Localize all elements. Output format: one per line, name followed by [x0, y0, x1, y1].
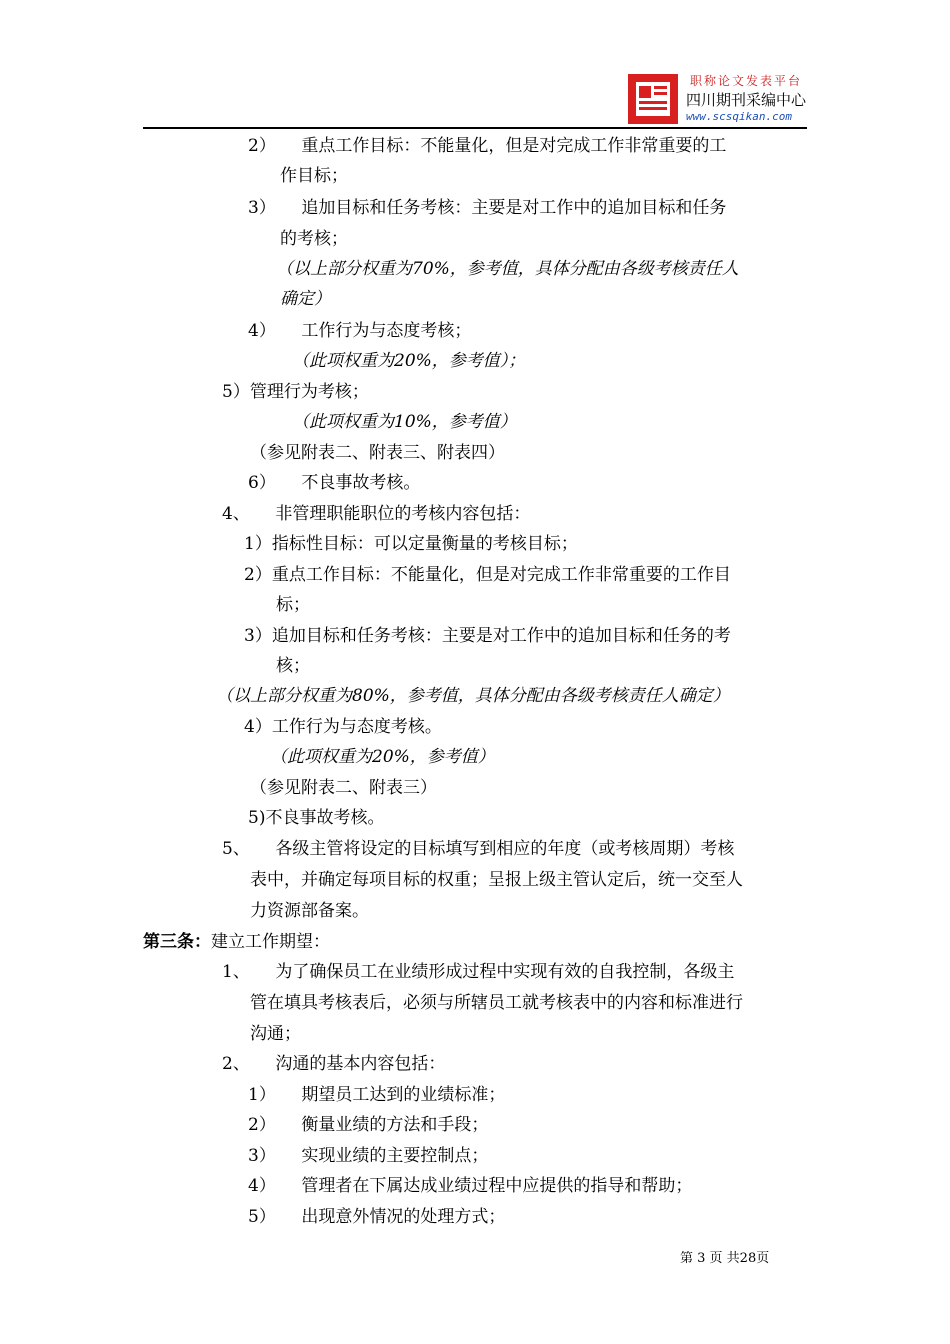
- text-line: 2）重点工作目标：不能量化，但是对完成工作非常重要的工作目: [244, 565, 731, 585]
- text-line: 4、 非管理职能职位的考核内容包括：: [222, 504, 531, 524]
- text-line: 2） 重点工作目标：不能量化，但是对完成工作非常重要的工: [248, 136, 727, 156]
- text-line: 3） 追加目标和任务考核：主要是对工作中的追加目标和任务: [248, 198, 727, 218]
- text-line: （此项权重为10%，参考值）: [292, 412, 517, 432]
- text-line: （以上部分权重为80%，参考值，具体分配由各级考核责任人确定）: [216, 686, 730, 706]
- text-line: 沟通；: [250, 1024, 301, 1044]
- text-line: 的考核；: [280, 229, 348, 249]
- text-line: 核；: [276, 656, 310, 676]
- page-number: 第 3 页 共28页: [680, 1251, 770, 1266]
- text-line: 管在填具考核表后，必须与所辖员工就考核表中的内容和标准进行: [250, 993, 743, 1013]
- text-line: 标；: [276, 595, 310, 615]
- text-line: 1） 期望员工达到的业绩标准；: [248, 1085, 506, 1105]
- text-line: 5、 各级主管将设定的目标填写到相应的年度（或考核周期）考核: [222, 839, 735, 859]
- logo-url[interactable]: www.scsqikan.com: [686, 110, 792, 123]
- text-line: （参见附表二、附表三、附表四）: [250, 443, 505, 463]
- text-line: 5)不良事故考核。: [248, 808, 385, 828]
- article-heading: [143, 932, 330, 952]
- text-line: （参见附表二、附表三）: [250, 778, 437, 798]
- logo-name: 四川期刊采编中心: [686, 91, 807, 109]
- text-line: 1）指标性目标：可以定量衡量的考核目标；: [244, 534, 578, 554]
- text-line: 2） 衡量业绩的方法和手段；: [248, 1115, 489, 1135]
- text-line: （此项权重为20%，参考值）；: [292, 351, 526, 371]
- text-line: 1、 为了确保员工在业绩形成过程中实现有效的自我控制，各级主: [222, 962, 735, 982]
- logo-slogan: 职称论文发表平台: [690, 74, 803, 88]
- newspaper-icon: [628, 74, 678, 124]
- text-line: 3）追加目标和任务考核：主要是对工作中的追加目标和任务的考: [244, 626, 731, 646]
- text-line: 2、 沟通的基本内容包括：: [222, 1054, 446, 1074]
- text-line: 表中，并确定每项目标的权重；呈报上级主管认定后，统一交至人: [250, 870, 743, 890]
- text-line: 力资源部备案。: [250, 901, 369, 921]
- text-line: （以上部分权重为70%，参考值，具体分配由各级考核责任人: [276, 259, 739, 279]
- header-divider: [143, 127, 807, 129]
- text-line: 确定）: [280, 289, 331, 309]
- article-label: 第三条：: [143, 932, 211, 952]
- text-line: 3） 实现业绩的主要控制点；: [248, 1146, 489, 1166]
- text-line: （此项权重为20%，参考值）: [270, 747, 495, 767]
- text-line: 4） 管理者在下属达成业绩过程中应提供的指导和帮助；: [248, 1176, 693, 1196]
- text-line: 5）管理行为考核；: [222, 382, 369, 402]
- text-line: 4） 工作行为与态度考核；: [248, 321, 472, 341]
- text-line: 5） 出现意外情况的处理方式；: [248, 1207, 506, 1227]
- text-line: 6） 不良事故考核。: [248, 473, 421, 493]
- text-line: 4）工作行为与态度考核。: [244, 717, 442, 737]
- text-line: 作目标；: [280, 166, 348, 186]
- article-title: 建立工作期望：: [211, 932, 330, 952]
